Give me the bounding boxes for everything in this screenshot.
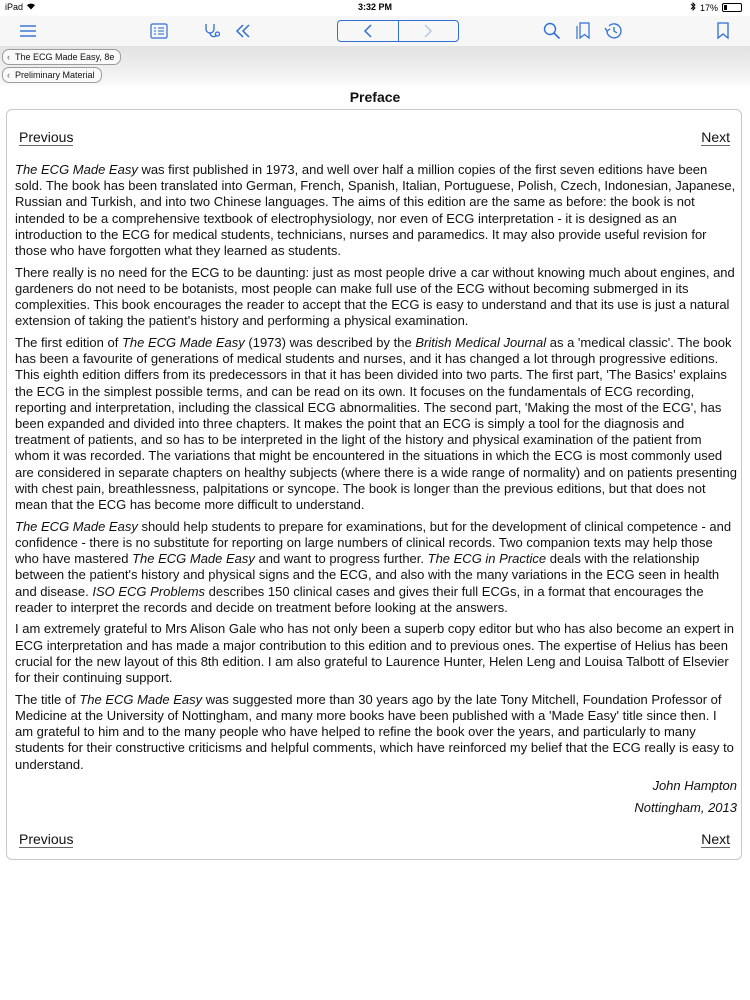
search-icon[interactable]: [541, 20, 563, 42]
bookmarks-icon[interactable]: [573, 20, 593, 42]
content-card: [6, 109, 742, 860]
signature-name: John Hampton: [652, 778, 737, 794]
list-icon[interactable]: [148, 20, 170, 42]
page-title: Preface: [349, 89, 401, 105]
paragraph: The ECG Made Easy was first published in 1973, and well over half a million copies of the first seven editions have been sold. The book has been translated into German, French, Spanish, Italian, Portuguese, Polish, Czech, Indonesian, Japanese, Russian and Turkish, and into two Chinese languages. The aims of this edition are the same as before: the book is not intended to be a comprehensive textbook of electrophysiology, nor even of ECG interpretation - it is designed as an introduction to the ECG for medical students, technicians, nurses and paramedics. It may also provide useful revision for those who have forgotten what they learned as students.: [15, 162, 736, 259]
previous-link-bottom[interactable]: Previous: [19, 831, 74, 847]
bookmark-icon[interactable]: [714, 20, 732, 42]
breadcrumb-section[interactable]: [2, 67, 102, 83]
battery-percent: 17%: [699, 2, 718, 13]
preface-text: [15, 162, 737, 822]
status-bar: [0, 0, 750, 16]
stethoscope-icon[interactable]: [201, 20, 223, 42]
chevron-left-icon: ‹: [7, 52, 10, 62]
paragraph: There really is no need for the ECG to be daunting: just as most people drive a car without knowing much about engines, and gardeners do not need to be botanists, most people can make full use of the ECG without becoming submerged in its complexities. This book encourages the reader to accept that the ECG is easy to understand and that its use is just a natural extension of taking the patient's history and performing a physical examination.: [15, 264, 735, 329]
page-nav-segment: [337, 20, 459, 42]
status-right: [690, 2, 742, 13]
chevron-right-icon[interactable]: [398, 21, 459, 41]
chevron-left-icon[interactable]: [338, 21, 398, 41]
paragraph: The ECG Made Easy should help students to prepare for examinations, but for the development of clinical competence - and confidence - there is no substitute for reporting on large numbers of clinical records. Two companion texts may help those who have mastered The ECG Made Easy and want to progress further. The ECG in Practice deals with the relationship between the patient's history and physical signs and the ECG, and also with the many variations in the ECG seen in health and disease. ISO ECG Problems describes 150 clinical cases and gives their full ECGs, in a format that encourages the reader to interpret the records and decide on treatment before looking at the answers.: [15, 518, 732, 615]
toolbar: [0, 16, 750, 46]
chevron-left-icon: ‹: [7, 70, 10, 80]
battery-fill: [724, 5, 727, 10]
bluetooth-icon: [690, 2, 696, 13]
previous-link-top[interactable]: Previous: [19, 129, 74, 145]
next-link-bottom[interactable]: Next: [701, 831, 730, 847]
paragraph: The title of The ECG Made Easy was suggested more than 30 years ago by the late Tony Mitchell, Foundation Professor of Medicine at the University of Nottingham, and many more books have been published with a 'Made Easy' title since then. I am grateful to him and to the many people who have helped to refine the book over the years, and particularly to many students for their constructive criticisms and helpful comments, which have reinforced my belief that the ECG really is easy to understand.: [15, 691, 734, 772]
menu-icon[interactable]: [18, 20, 38, 42]
next-link-top[interactable]: Next: [701, 129, 730, 145]
battery-icon: [722, 3, 742, 12]
history-icon[interactable]: [602, 20, 624, 42]
clock: 3:32 PM: [357, 2, 392, 12]
breadcrumb-book-label: The ECG Made Easy, 8e: [15, 52, 115, 62]
breadcrumb: [0, 46, 750, 86]
paragraph: I am extremely grateful to Mrs Alison Gale who has not only been a superb copy editor but who has also become an expert in ECG interpretation and has made a major contribution to this edition and to previous ones. The expertise of Helius has been crucial for the new layout of this 8th edition. I am also grateful to Laurence Hunter, Helen Leng and Louisa Talbott of Elsevier for their continuing support.: [15, 621, 735, 686]
paragraph: The first edition of The ECG Made Easy (1973) was described by the British Medical Journal as a 'medical classic'. The book has been a favourite of generations of medical students and nurses, and it has changed a lot through progressive editions. This eighth edition differs from its predecessors in that it has been divided into two parts. The first part, 'The Basics' explains the ECG in the simplest possible terms, and can be read on its own. It focuses on the fundamentals of ECG recording, reporting and interpretation, including the classical ECG abnormalities. The second part, 'Making the most of the ECG', has been expanded and divided into three chapters. It makes the point that an ECG is simply a tool for the diagnosis and treatment of patients, and so has to be interpreted in the light of the history and physical examination of the patient from whom it was recorded. The variations that might be encountered in the situations in which the ECG is most commonly used are considered in separate chapters on healthy subjects (where there is a wide range of normality) and on patients presenting with chest pain, breathlessness, palpitations or syncope. The book is longer than the previous editions, but that does not mean that the ECG has become more difficult to understand.: [15, 335, 737, 513]
breadcrumb-book[interactable]: [2, 49, 121, 65]
signature-place-date: Nottingham, 2013: [634, 800, 737, 816]
double-chevron-left-icon[interactable]: [232, 20, 254, 42]
breadcrumb-section-label: Preliminary Material: [15, 70, 95, 80]
device-label: iPad: [5, 2, 24, 12]
